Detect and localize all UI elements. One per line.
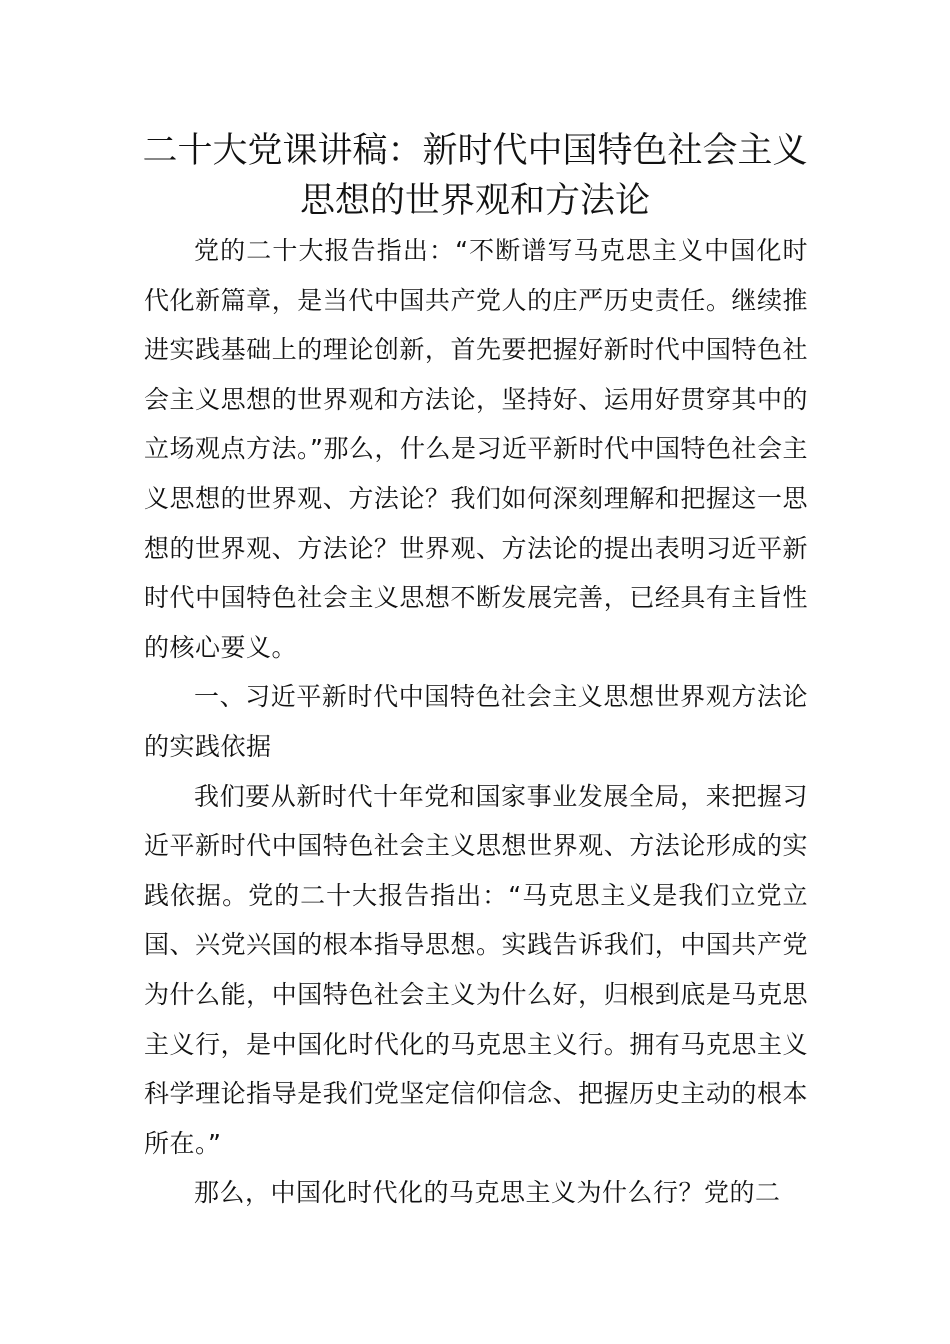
document-body <box>144 226 808 1218</box>
section-heading-1: 一、习近平新时代中国特色社会主义思想世界观方法论的实践依据 <box>144 682 808 761</box>
paragraph-practice-basis: 我们要从新时代十年党和国家事业发展全局，来把握习近平新时代中国特色社会主义思想世界观、方法论形成的实践依据。党的二十大报告指出：“马克思主义是我们立党立国、兴党兴国的根本指导思想。实践告诉我们，中国共产党为什么能，中国特色社会主义为什么好，归根到底是马克思主义行，是中国化时代化的马克思主义行。拥有马克思主义科学理论指导是我们党坚定信仰信念、把握历史主动的根本所在。” <box>144 781 808 1158</box>
paragraph-intro: 党的二十大报告指出：“不断谱写马克思主义中国化时代化新篇章，是当代中国共产党人的庄严历史责任。继续推进实践基础上的理论创新，首先要把握好新时代中国特色社会主义思想的世界观和方法论，坚持好、运用好贯穿其中的立场观点方法。”那么，什么是习近平新时代中国特色社会主义思想的世界观、方法论？我们如何深刻理解和把握这一思想的世界观、方法论？世界观、方法论的提出表明习近平新时代中国特色社会主义思想不断发展完善，已经具有主旨性的核心要义。 <box>144 236 808 662</box>
paragraph-question: 那么，中国化时代化的马克思主义为什么行？党的二 <box>194 1178 781 1208</box>
document-title: 二十大党课讲稿：新时代中国特色社会主义思想的世界观和方法论 <box>142 131 808 221</box>
